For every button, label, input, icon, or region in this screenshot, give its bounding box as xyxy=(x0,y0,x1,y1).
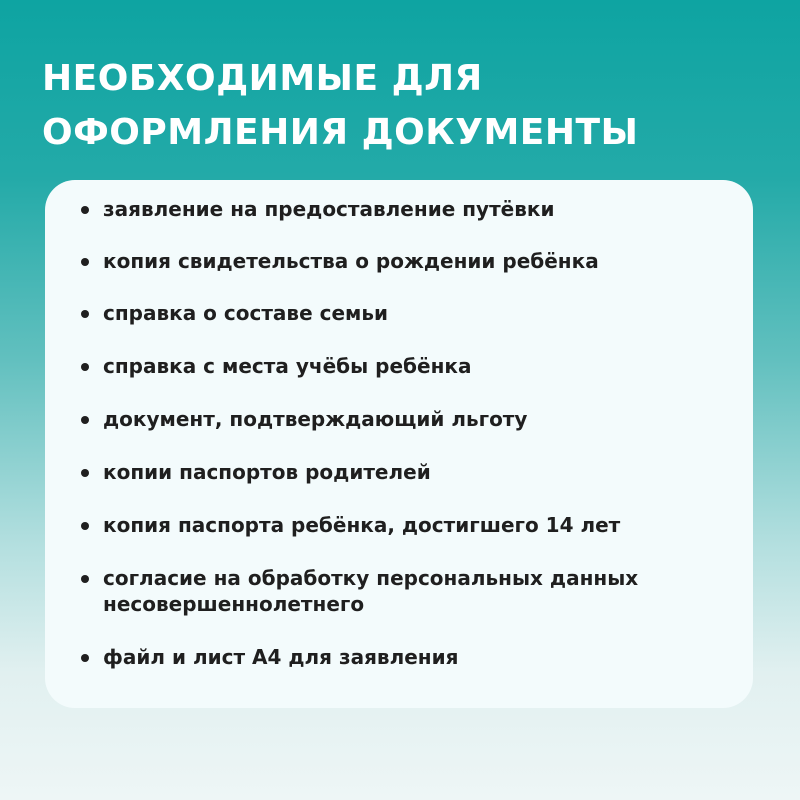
list-item-text: файл и лист А4 для заявления xyxy=(103,645,459,669)
documents-card xyxy=(45,180,753,708)
bullet-icon xyxy=(81,469,89,477)
list-item-text: копия паспорта ребёнка, достигшего 14 лет xyxy=(103,513,621,537)
bullet-icon xyxy=(81,575,89,583)
list-item xyxy=(103,196,733,222)
list-item xyxy=(103,459,733,485)
title-line-2: ОФОРМЛЕНИЯ ДОКУМЕНТЫ xyxy=(42,112,639,153)
bullet-icon xyxy=(81,416,89,424)
bullet-icon xyxy=(81,363,89,371)
list-item xyxy=(103,300,733,326)
title-line-1: НЕОБХОДИМЫЕ ДЛЯ xyxy=(42,58,483,99)
list-item xyxy=(103,565,733,617)
list-item xyxy=(103,406,733,432)
bullet-icon xyxy=(81,522,89,530)
bullet-icon xyxy=(81,310,89,318)
bullet-icon xyxy=(81,258,89,266)
list-item-text: согласие на обработку персональных данных несовершеннолетнего xyxy=(103,566,639,616)
list-item xyxy=(103,248,733,274)
list-item-text: заявление на предоставление путёвки xyxy=(103,197,555,221)
page-title xyxy=(42,52,638,160)
list-item xyxy=(103,353,733,379)
list-item-text: копия свидетельства о рождении ребёнка xyxy=(103,249,599,273)
list-item-text: документ, подтверждающий льготу xyxy=(103,407,528,431)
list-item-text: копии паспортов родителей xyxy=(103,460,431,484)
bullet-icon xyxy=(81,654,89,662)
list-item-text: справка с места учёбы ребёнка xyxy=(103,354,472,378)
documents-list xyxy=(45,180,753,708)
list-item xyxy=(103,644,733,670)
bullet-icon xyxy=(81,206,89,214)
list-item-text: справка о составе семьи xyxy=(103,301,389,325)
list-item xyxy=(103,512,733,538)
